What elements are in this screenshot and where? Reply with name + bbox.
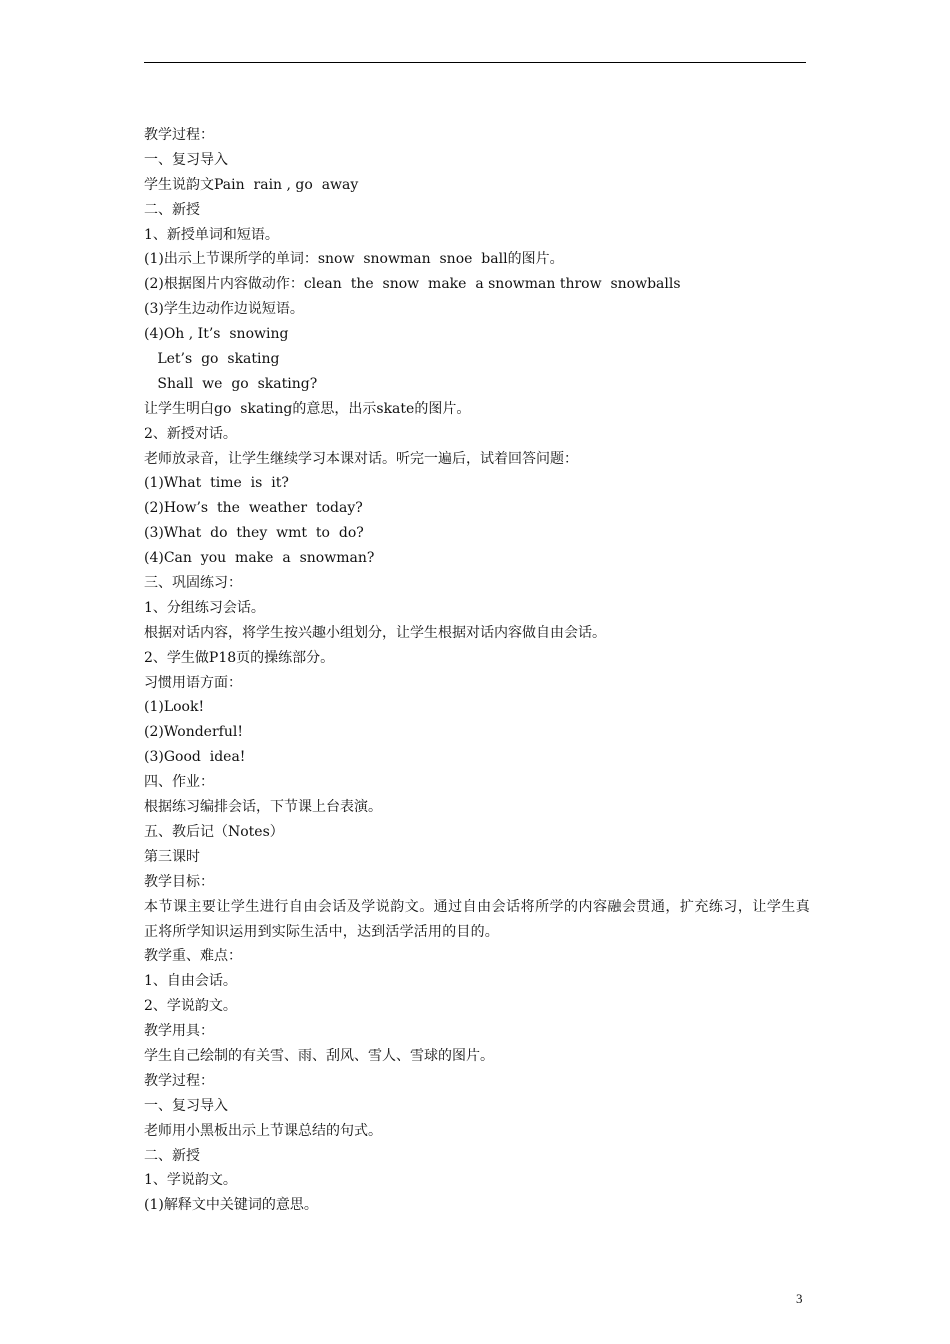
text-line: (4)Can you make a snowman? — [144, 550, 375, 567]
text-line: (2)How’s the weather today? — [144, 500, 363, 517]
text-line: 学生自己绘制的有关雪、雨、刮风、雪人、雪球的图片。 — [144, 1047, 494, 1064]
text-line: 教学重、难点： — [144, 948, 242, 965]
text-line: 老师放录音，让学生继续学习本课对话。听完一遍后，试着回答问题： — [144, 450, 578, 467]
text-line: 一、复习导入 — [144, 1097, 228, 1114]
text-line: (4)Oh , It’s snowing — [144, 326, 289, 343]
text-line: 教学用具： — [144, 1023, 214, 1040]
text-line: 教学过程： — [144, 1072, 214, 1089]
text-line: 2、学说韵文。 — [144, 998, 237, 1015]
text-line: 教学过程： — [144, 127, 214, 143]
paragraph: 本节课主要让学生进行自由会话及学说韵文。通过自由会话将所学的内容融会贯通，扩充练习，让学生真正将所学知识运用到实际生活中，达到活学活用的目的。 — [144, 898, 810, 940]
text-line: 老师用小黑板出示上节课总结的句式。 — [144, 1122, 382, 1139]
text-line: 1、自由会话。 — [144, 973, 237, 990]
text-line: 根据对话内容，将学生按兴趣小组划分，让学生根据对话内容做自由会话。 — [144, 624, 606, 641]
text-line: 习惯用语方面： — [144, 674, 242, 691]
page-number: 3 — [796, 1291, 803, 1306]
text-line: 第三课时 — [144, 848, 200, 865]
text-line: (1)解释文中关键词的意思。 — [144, 1197, 318, 1214]
text-line: 五、教后记（Notes） — [144, 823, 284, 840]
text-line: 2、学生做P18页的操练部分。 — [144, 649, 335, 666]
text-line: 四、作业： — [144, 774, 214, 791]
text-line: (1)出示上节课所学的单词：snow snowman snoe ball的图片。 — [144, 251, 564, 268]
text-line: 二、新授 — [144, 1147, 200, 1164]
text-line: 三、巩固练习： — [144, 575, 242, 592]
text-line: 学生说韵文Pain rain , go away — [144, 176, 359, 193]
text-line: 让学生明白go skating的意思，出示skate的图片。 — [144, 400, 471, 417]
document-body — [144, 123, 810, 1218]
text-line: 2、新授对话。 — [144, 425, 237, 442]
text-line: 1、分组练习会话。 — [144, 599, 265, 616]
text-line: (1)What time is it? — [144, 475, 289, 492]
text-line: (3)What do they wmt to do? — [144, 525, 364, 542]
text-line: 根据练习编排会话，下节课上台表演。 — [144, 799, 382, 816]
text-line: (2)Wonderful! — [144, 724, 243, 741]
text-line: 1、学说韵文。 — [144, 1172, 237, 1189]
text-line: 一、复习导入 — [144, 151, 228, 168]
text-line: Let’s go skating — [144, 351, 280, 368]
text-line: 1、新授单词和短语。 — [144, 226, 279, 243]
text-line: Shall we go skating? — [144, 375, 318, 392]
text-line: (2)根据图片内容做动作：clean the snow make a snowman throw snowballs — [144, 276, 681, 293]
text-line: (3)学生边动作边说短语。 — [144, 301, 304, 318]
text-line: (3)Good idea! — [144, 749, 246, 766]
text-line: 二、新授 — [144, 201, 200, 218]
header-rule — [144, 62, 806, 63]
text-line: (1)Look! — [144, 699, 205, 716]
text-line: 教学目标： — [144, 873, 214, 890]
